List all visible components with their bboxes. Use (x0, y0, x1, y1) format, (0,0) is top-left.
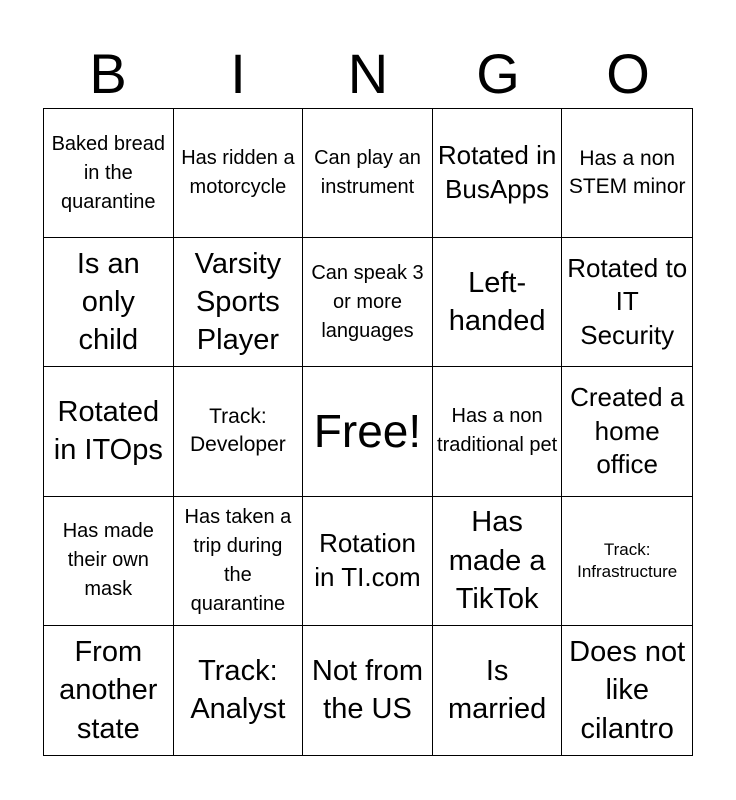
header-letter-i: I (230, 42, 246, 105)
bingo-cell-text: Is an only child (76, 247, 140, 357)
bingo-cell-text: Is married (447, 655, 547, 726)
bingo-cell-r4-c2[interactable] (174, 497, 304, 626)
bingo-cell-text: Has ridden a motorcycle (181, 147, 295, 199)
header-letter-b: B (89, 42, 127, 105)
bingo-cell-r3-c2[interactable] (174, 367, 304, 496)
bingo-cell-r4-c5[interactable] (562, 497, 692, 626)
bingo-cell-r5-c3[interactable] (303, 626, 433, 755)
bingo-cell-r3-c1[interactable] (44, 367, 174, 496)
bingo-cell-text: Baked bread in the quarantine (51, 132, 165, 213)
bingo-cell-text: Has taken a trip during the quarantine (184, 505, 292, 615)
bingo-cell-r2-c1[interactable] (44, 238, 174, 367)
bingo-cell-text: Not from the US (311, 655, 424, 726)
bingo-cell-text: Track: Developer (190, 405, 286, 457)
bingo-cell-r1-c2[interactable] (174, 109, 304, 238)
bingo-cell-text: Can play an instrument (314, 147, 421, 199)
header-letter-n: N (347, 42, 389, 105)
free-space-text: Free! (313, 405, 422, 458)
bingo-cell-r3-c5[interactable] (562, 367, 692, 496)
bingo-cell-text: Has made a TikTok (448, 506, 546, 615)
bingo-cell-text: Has a non traditional pet (437, 405, 558, 457)
bingo-cell-text: Track: Analyst (190, 655, 286, 726)
bingo-cell-r1-c1[interactable] (44, 109, 174, 238)
bingo-cell-r3-c3-free[interactable] (303, 367, 433, 496)
bingo-cell-text: Has made their own mask (62, 520, 154, 601)
bingo-cell-r4-c1[interactable] (44, 497, 174, 626)
bingo-cell-text: Varsity Sports Player (194, 247, 282, 357)
bingo-cell-r2-c3[interactable] (303, 238, 433, 367)
bingo-cell-r5-c1[interactable] (44, 626, 174, 755)
bingo-cell-text: Has a non STEM minor (568, 146, 686, 199)
bingo-header (43, 40, 693, 108)
bingo-cell-r5-c2[interactable] (174, 626, 304, 755)
bingo-cell-r2-c5[interactable] (562, 238, 692, 367)
bingo-cell-text: From another state (59, 635, 158, 745)
bingo-cell-r5-c5[interactable] (562, 626, 692, 755)
bingo-cell-text: Does not like cilantro (569, 635, 686, 745)
bingo-cell-text: Left-handed (448, 267, 546, 338)
bingo-cell-r1-c5[interactable] (562, 109, 692, 238)
bingo-cell-r2-c2[interactable] (174, 238, 304, 367)
header-letter-g: G (476, 42, 520, 105)
bingo-cell-r2-c4[interactable] (433, 238, 563, 367)
bingo-cell-text: Created a home office (570, 381, 685, 480)
bingo-cell-r5-c4[interactable] (433, 626, 563, 755)
bingo-cell-text: Rotation in TI.com (314, 527, 421, 592)
bingo-cell-r3-c4[interactable] (433, 367, 563, 496)
header-letter-o: O (606, 42, 650, 105)
bingo-cell-text: Rotated in BusApps (437, 140, 557, 205)
bingo-cell-text: Track: Infrastructure (577, 539, 678, 581)
bingo-cell-r1-c4[interactable] (433, 109, 563, 238)
bingo-cell-r4-c4[interactable] (433, 497, 563, 626)
bingo-cell-text: Rotated to IT Security (567, 252, 688, 351)
bingo-cell-r1-c3[interactable] (303, 109, 433, 238)
bingo-cell-text: Rotated in ITOps (53, 396, 163, 467)
bingo-cell-r4-c3[interactable] (303, 497, 433, 626)
bingo-cell-text: Can speak 3 or more languages (311, 261, 424, 342)
bingo-card-grid (43, 108, 693, 756)
